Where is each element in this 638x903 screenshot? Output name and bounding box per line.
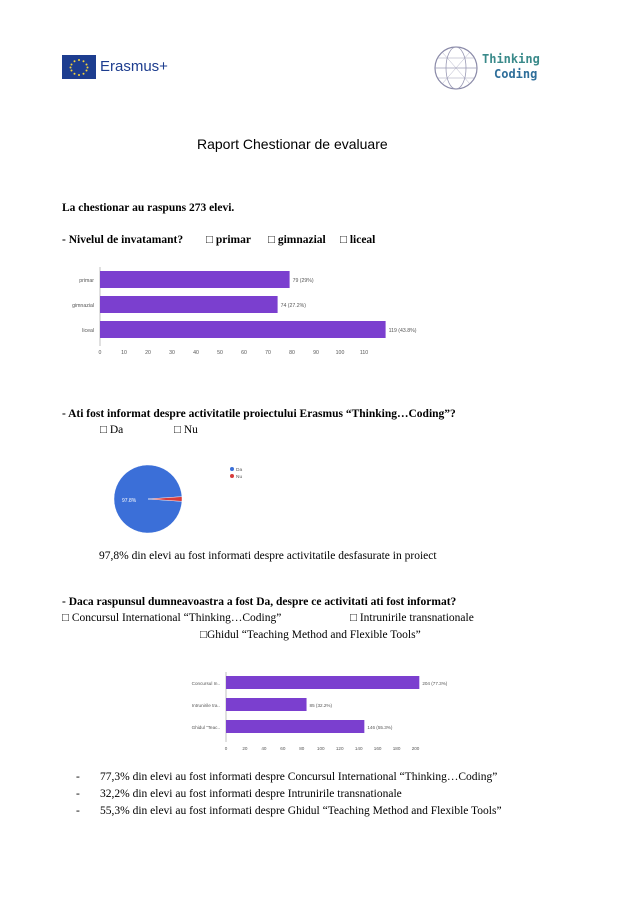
activities-chart	[178, 668, 448, 758]
tick-label: 80	[289, 350, 295, 356]
tick-label: 50	[217, 350, 223, 356]
tick-label: 10	[121, 350, 127, 356]
q1-option-gimnazial: □ gimnazial	[268, 234, 326, 246]
tick-label: 100	[335, 350, 345, 356]
q2-option-nu: □ Nu	[174, 424, 198, 436]
data-label: 85 (32.2%)	[309, 703, 333, 708]
tick-label: 200	[411, 746, 420, 751]
list-item: -	[76, 771, 80, 783]
category-label: gimnazial	[72, 303, 94, 309]
legend-label: Nu	[236, 474, 243, 480]
legend-label: Da	[236, 467, 243, 473]
q2-result: 97,8% din elevi au fost informati despre activitatile desfasurate in proiect	[99, 550, 437, 562]
legend-marker	[230, 474, 234, 478]
data-label: 146 (55.3%)	[367, 725, 393, 730]
bar	[100, 321, 386, 338]
tick-label: 180	[392, 746, 401, 751]
data-label: 119 (43.8%)	[388, 328, 417, 334]
q1-text: - Nivelul de invatamant?	[62, 234, 184, 246]
q3-option-ghid: □Ghidul “Teaching Method and Flexible Tools”	[200, 629, 421, 641]
thinking-coding-logo	[432, 44, 552, 92]
bar	[226, 676, 419, 689]
bar	[100, 271, 290, 288]
informed-pie-chart	[112, 462, 272, 542]
data-label: 204 (77.3%)	[422, 681, 448, 686]
tick-label: 120	[335, 746, 344, 751]
q3-option-concurs: □ Concursul International “Thinking…Coding”	[62, 612, 282, 624]
tick-label: 20	[242, 746, 248, 751]
tick-label: 160	[373, 746, 382, 751]
tick-label: 100	[316, 746, 325, 751]
tick-label: 30	[169, 350, 175, 356]
tick-label: 70	[265, 350, 271, 356]
q3-text: - Daca raspunsul dumneavoastra a fost Da, despre ce activitati ati fost informat?	[62, 596, 457, 608]
bar	[226, 698, 307, 711]
tick-label: 60	[241, 350, 247, 356]
legend-marker	[230, 467, 234, 471]
q1-option-liceal: □ liceal	[340, 234, 376, 246]
tick-label: 40	[261, 746, 267, 751]
eu-flag-icon	[62, 55, 96, 79]
category-label: Concursul In..	[191, 681, 220, 686]
tick-label: 110	[359, 350, 369, 356]
globe-icon	[432, 44, 480, 92]
tick-label: 40	[193, 350, 199, 356]
q2-option-da: □ Da	[100, 424, 124, 436]
list-item: -	[76, 788, 80, 800]
category-label: Intrunirile tra..	[191, 703, 220, 708]
education-level-chart	[60, 263, 417, 363]
q2-text: - Ati fost informat despre activitatile proiectului Erasmus “Thinking…Coding”?	[62, 408, 456, 420]
bar	[100, 296, 278, 313]
tick-label: 60	[280, 746, 286, 751]
list-item: -	[76, 805, 80, 817]
q3-option-intruniri: □ Intrunirile transnationale	[350, 612, 474, 624]
slice-label: 97.8%	[122, 498, 137, 504]
page-title: Raport Chestionar de evaluare	[197, 136, 388, 152]
data-label: 79 (29%)	[292, 278, 314, 284]
erasmus-logo	[62, 55, 182, 79]
category-label: liceal	[82, 328, 94, 334]
erasmus-logo-text: Erasmus+	[100, 58, 168, 75]
tick-label: 140	[354, 746, 363, 751]
tc-logo-line2: Coding	[494, 67, 538, 81]
q3-result-1: 77,3% din elevi au fost informati despre Concursul International “Thinking…Coding”	[100, 771, 498, 783]
category-label: primar	[79, 278, 94, 284]
bar	[226, 720, 364, 733]
tick-label: 80	[299, 746, 305, 751]
data-label: 74 (27.2%)	[280, 303, 306, 309]
q1-option-primar: □ primar	[206, 234, 251, 246]
tick-label: 0	[98, 350, 102, 356]
tick-label: 90	[313, 350, 319, 356]
category-label: Ghidul “Teac..	[191, 725, 220, 730]
tick-label: 0	[224, 746, 228, 751]
intro-text: La chestionar au raspuns 273 elevi.	[62, 202, 235, 214]
tc-logo-line1: Thinking	[482, 52, 540, 66]
tick-label: 20	[145, 350, 151, 356]
q3-result-3: 55,3% din elevi au fost informati despre Ghidul “Teaching Method and Flexible Tools”	[100, 805, 502, 817]
q3-result-2: 32,2% din elevi au fost informati despre Intrunirile transnationale	[100, 788, 402, 800]
